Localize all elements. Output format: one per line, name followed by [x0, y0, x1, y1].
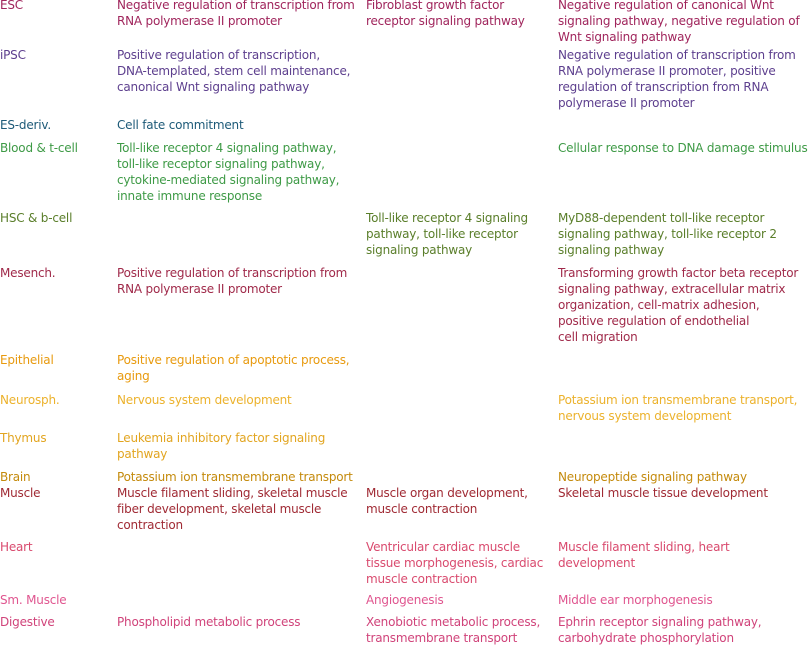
- term-line: Positive regulation of transcription from: [117, 266, 348, 280]
- row-label: Thymus: [0, 431, 47, 445]
- term-line: canonical Wnt signaling pathway: [117, 80, 310, 94]
- term-line: Wnt signaling pathway: [558, 30, 692, 44]
- term-line: pathway: [117, 447, 168, 461]
- term-line: Muscle filament sliding, skeletal muscle: [117, 486, 348, 500]
- term-line: signaling pathway: [558, 243, 665, 257]
- term-line: cytokine-mediated signaling pathway,: [117, 173, 340, 187]
- cell-col3: [558, 485, 768, 501]
- row-label: Muscle: [0, 486, 41, 500]
- term-line: Negative regulation of transcription from: [117, 0, 355, 12]
- term-line: development: [558, 556, 635, 570]
- cell-col3: [558, 210, 777, 258]
- row-label: HSC & b-cell: [0, 211, 73, 225]
- row-label: Neurosph.: [0, 393, 60, 407]
- term-line: polymerase II promoter: [558, 96, 695, 110]
- term-line: Ephrin receptor signaling pathway,: [558, 615, 762, 629]
- term-line: Toll-like receptor 4 signaling pathway,: [117, 141, 337, 155]
- term-line: positive regulation of endothelial: [558, 314, 750, 328]
- term-line: Positive regulation of apoptotic process,: [117, 353, 350, 367]
- term-line: RNA polymerase II promoter, positive: [558, 64, 776, 78]
- cell-col3: [558, 592, 713, 608]
- term-line: Leukemia inhibitory factor signaling: [117, 431, 326, 445]
- term-line: signaling pathway, toll-like receptor 2: [558, 227, 777, 241]
- term-line: transmembrane transport: [366, 631, 518, 645]
- term-line: Fibroblast growth factor: [366, 0, 504, 12]
- term-line: Negative regulation of transcription from: [558, 48, 796, 62]
- term-line: Cell fate commitment: [117, 118, 244, 132]
- term-line: Muscle filament sliding, heart: [558, 540, 730, 554]
- term-line: tissue morphogenesis, cardiac: [366, 556, 544, 570]
- cell-col1: [117, 47, 350, 95]
- term-line: muscle contraction: [366, 502, 478, 516]
- cell-col1: [117, 117, 243, 133]
- term-line: Transforming growth factor beta receptor: [558, 266, 799, 280]
- cell-col1: [117, 140, 339, 204]
- row-label: Heart: [0, 540, 33, 554]
- row-label: ESC: [0, 0, 23, 12]
- cell-col1: [117, 614, 300, 630]
- cell-col2: [366, 539, 543, 587]
- term-line: Skeletal muscle tissue development: [558, 486, 768, 500]
- cell-col3: [558, 539, 730, 571]
- term-line: Toll-like receptor 4 signaling: [366, 211, 528, 225]
- cell-col2: [366, 0, 525, 29]
- term-line: Muscle organ development,: [366, 486, 528, 500]
- term-line: Phospholipid metabolic process: [117, 615, 301, 629]
- row-label: Blood & t-cell: [0, 141, 78, 155]
- cell-col1: [117, 485, 347, 533]
- term-line: signaling pathway, negative regulation of: [558, 14, 800, 28]
- row-label: Sm. Muscle: [0, 593, 67, 607]
- cell-col1: [117, 265, 347, 297]
- term-line: pathway, toll-like receptor: [366, 227, 518, 241]
- term-line: organization, cell-matrix adhesion,: [558, 298, 760, 312]
- cell-col1: [117, 0, 355, 29]
- cell-col2: [366, 210, 528, 258]
- term-line: RNA polymerase II promoter: [117, 14, 282, 28]
- term-line: toll-like receptor signaling pathway,: [117, 157, 325, 171]
- term-line: Angiogenesis: [366, 593, 444, 607]
- row-label: ES-deriv.: [0, 118, 51, 132]
- term-line: signaling pathway: [366, 243, 473, 257]
- term-line: nervous system development: [558, 409, 732, 423]
- cell-col1: [117, 392, 292, 408]
- cell-col3: [558, 392, 797, 424]
- term-line: Xenobiotic metabolic process,: [366, 615, 541, 629]
- term-line: Cellular response to DNA damage stimulus: [558, 141, 808, 155]
- term-line: RNA polymerase II promoter: [117, 282, 282, 296]
- term-line: contraction: [117, 518, 183, 532]
- term-line: innate immune response: [117, 189, 263, 203]
- term-line: aging: [117, 369, 150, 383]
- term-line: MyD88-dependent toll-like receptor: [558, 211, 765, 225]
- cell-col3: [558, 140, 808, 156]
- term-line: Neuropeptide signaling pathway: [558, 470, 747, 484]
- term-line: receptor signaling pathway: [366, 14, 525, 28]
- term-line: cell migration: [558, 330, 638, 344]
- cell-col3: [558, 469, 747, 485]
- cell-col1: [117, 430, 325, 462]
- cell-col1: [117, 352, 349, 384]
- cell-col2: [366, 592, 444, 608]
- term-line: Potassium ion transmembrane transport: [117, 470, 353, 484]
- cell-col3: [558, 0, 799, 45]
- cell-col1: [117, 469, 353, 485]
- cell-col2: [366, 614, 540, 646]
- cell-col2: [366, 485, 528, 517]
- term-line: fiber development, skeletal muscle: [117, 502, 322, 516]
- term-line: carbohydrate phosphorylation: [558, 631, 734, 645]
- row-label: Brain: [0, 470, 31, 484]
- cell-col3: [558, 47, 796, 111]
- term-line: Ventricular cardiac muscle: [366, 540, 520, 554]
- term-line: Nervous system development: [117, 393, 292, 407]
- term-line: Middle ear morphogenesis: [558, 593, 713, 607]
- term-line: regulation of transcription from RNA: [558, 80, 769, 94]
- row-label: Epithelial: [0, 353, 54, 367]
- row-label: iPSC: [0, 48, 26, 62]
- row-label: Digestive: [0, 615, 55, 629]
- row-label: Mesench.: [0, 266, 56, 280]
- term-line: Negative regulation of canonical Wnt: [558, 0, 774, 12]
- term-line: muscle contraction: [366, 572, 478, 586]
- term-line: signaling pathway, extracellular matrix: [558, 282, 786, 296]
- term-line: Positive regulation of transcription,: [117, 48, 320, 62]
- cell-col3: [558, 265, 798, 345]
- term-line: Potassium ion transmembrane transport,: [558, 393, 798, 407]
- cell-col3: [558, 614, 761, 646]
- term-line: DNA-templated, stem cell maintenance,: [117, 64, 351, 78]
